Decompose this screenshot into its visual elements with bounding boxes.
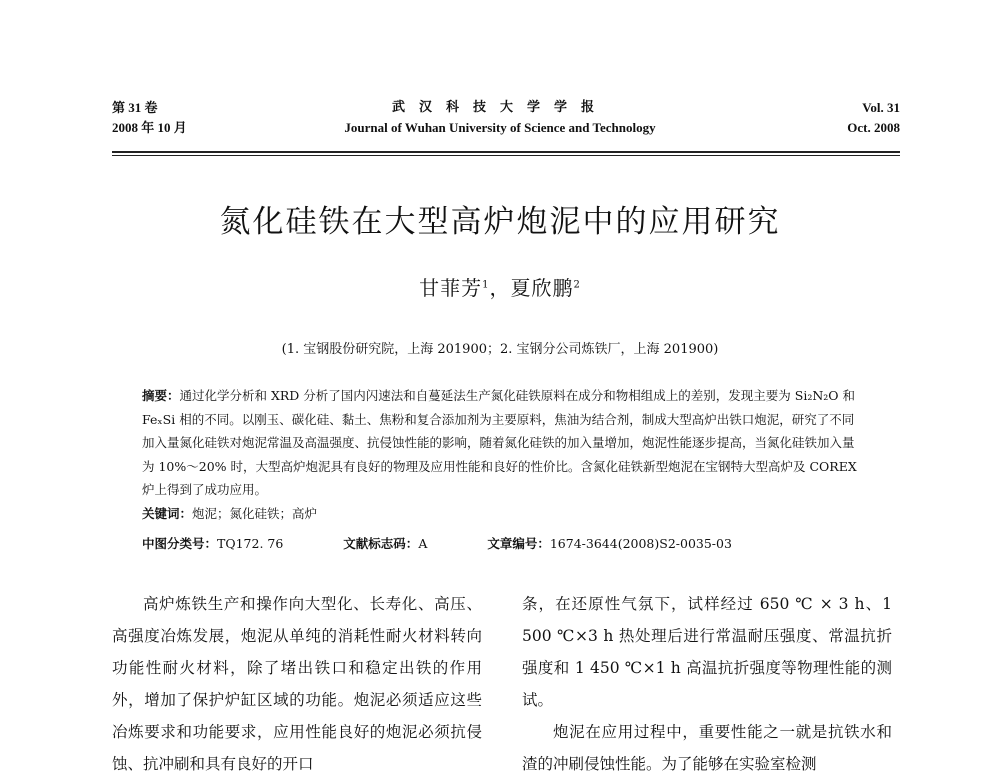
clc-number: [142, 536, 311, 551]
clc-label: 中图分类号：: [142, 536, 218, 551]
volume-en: Vol. 31: [862, 100, 900, 115]
author-2-affil: 2: [573, 279, 581, 291]
clc-value: TQ172. 76: [217, 536, 284, 551]
author-1-affil: 1: [482, 279, 490, 291]
journal-name-zh: 武汉科技大学学报: [391, 100, 608, 115]
body-column-left: [112, 588, 482, 780]
affiliations: (1. 宝钢股份研究院，上海 201900；2. 宝钢分公司炼铁厂，上海 201900): [281, 342, 719, 357]
body-column-right: [522, 588, 892, 780]
volume-label: 第 31 卷: [112, 100, 158, 115]
keywords-label: 关键词：: [142, 505, 193, 521]
journal-name-en: Journal of Wuhan University of Science and Technology: [344, 120, 656, 135]
document-code: [343, 536, 455, 551]
header-rule-thin: [112, 155, 900, 156]
paper-title: 氮化硅铁在大型高炉炮泥中的应用研究: [219, 204, 781, 240]
body-paragraph: 炮泥在应用过程中，重要性能之一就是抗铁水和渣的冲刷侵蚀性能。为了能够在实验室检测: [522, 723, 892, 773]
journal-name: [300, 98, 700, 138]
abstract-label: 摘要：: [142, 388, 180, 403]
abstract: [142, 384, 862, 525]
date-en: Oct. 2008: [847, 120, 900, 135]
body-paragraph: 条，在还原性气氛下，试样经过 650 ℃ × 3 h、1 500 ℃×3 h 热处理后进行常温耐压强度、常温抗折强度和 1 450 ℃×1 h 高温抗折强度等物理性能的测试。: [522, 595, 892, 709]
author-separator: ，: [489, 276, 511, 300]
author-2: 夏欣鹏: [510, 276, 574, 300]
article-id: [487, 536, 760, 551]
issue-date: 2008 年 10 月: [112, 120, 187, 135]
abstract-text: 通过化学分析和 XRD 分析了国内闪速法和自蔓延法生产氮化硅铁原料在成分和物相组成上的差别，发现主要为 Si₂N₂O 和 FeₓSi 相的不同。以刚玉、碳化硅、黏土、焦粉和复合添加剂为主要原料，焦油为结合剂，制成大型高炉出铁口炮泥，研究了不同加入量氮化硅铁对炮泥常温及高温强度、抗侵蚀性能的影响，随着氮化硅铁的加入量增加，炮泥性能逐步提高，当氮化硅铁加入量为 10%～20% 时，大型高炉炮泥具有良好的物理及应用性能和良好的性价比。含氮化硅铁新型炮泥在宝钢特大型高炉及 COREX 炉上得到了成功应用。: [142, 388, 857, 497]
journal-volume-en: [847, 98, 900, 138]
author-1: 甘菲芳: [419, 276, 483, 300]
journal-volume: [112, 98, 187, 138]
article-id-value: 1674-3644(2008)S2-0035-03: [549, 536, 732, 551]
authors: [0, 272, 1000, 301]
classification-line: [142, 534, 788, 552]
body-paragraph: 高炉炼铁生产和操作向大型化、长寿化、高压、高强度冶炼发展，炮泥从单纯的消耗性耐火材料转向功能性耐火材料，除了堵出铁口和稳定出铁的作用外，增加了保护炉缸区域的功能。炮泥必须适应这些冶炼要求和功能要求，应用性能良好的炮泥必须抗侵蚀、抗冲刷和具有良好的开口: [112, 595, 482, 773]
doc-code-label: 文献标志码：: [343, 536, 419, 551]
article-id-label: 文章编号：: [487, 536, 550, 551]
doc-code-value: A: [418, 536, 428, 551]
header-rule: [112, 151, 900, 153]
keywords: 炮泥；氮化硅铁；高炉: [192, 505, 318, 521]
